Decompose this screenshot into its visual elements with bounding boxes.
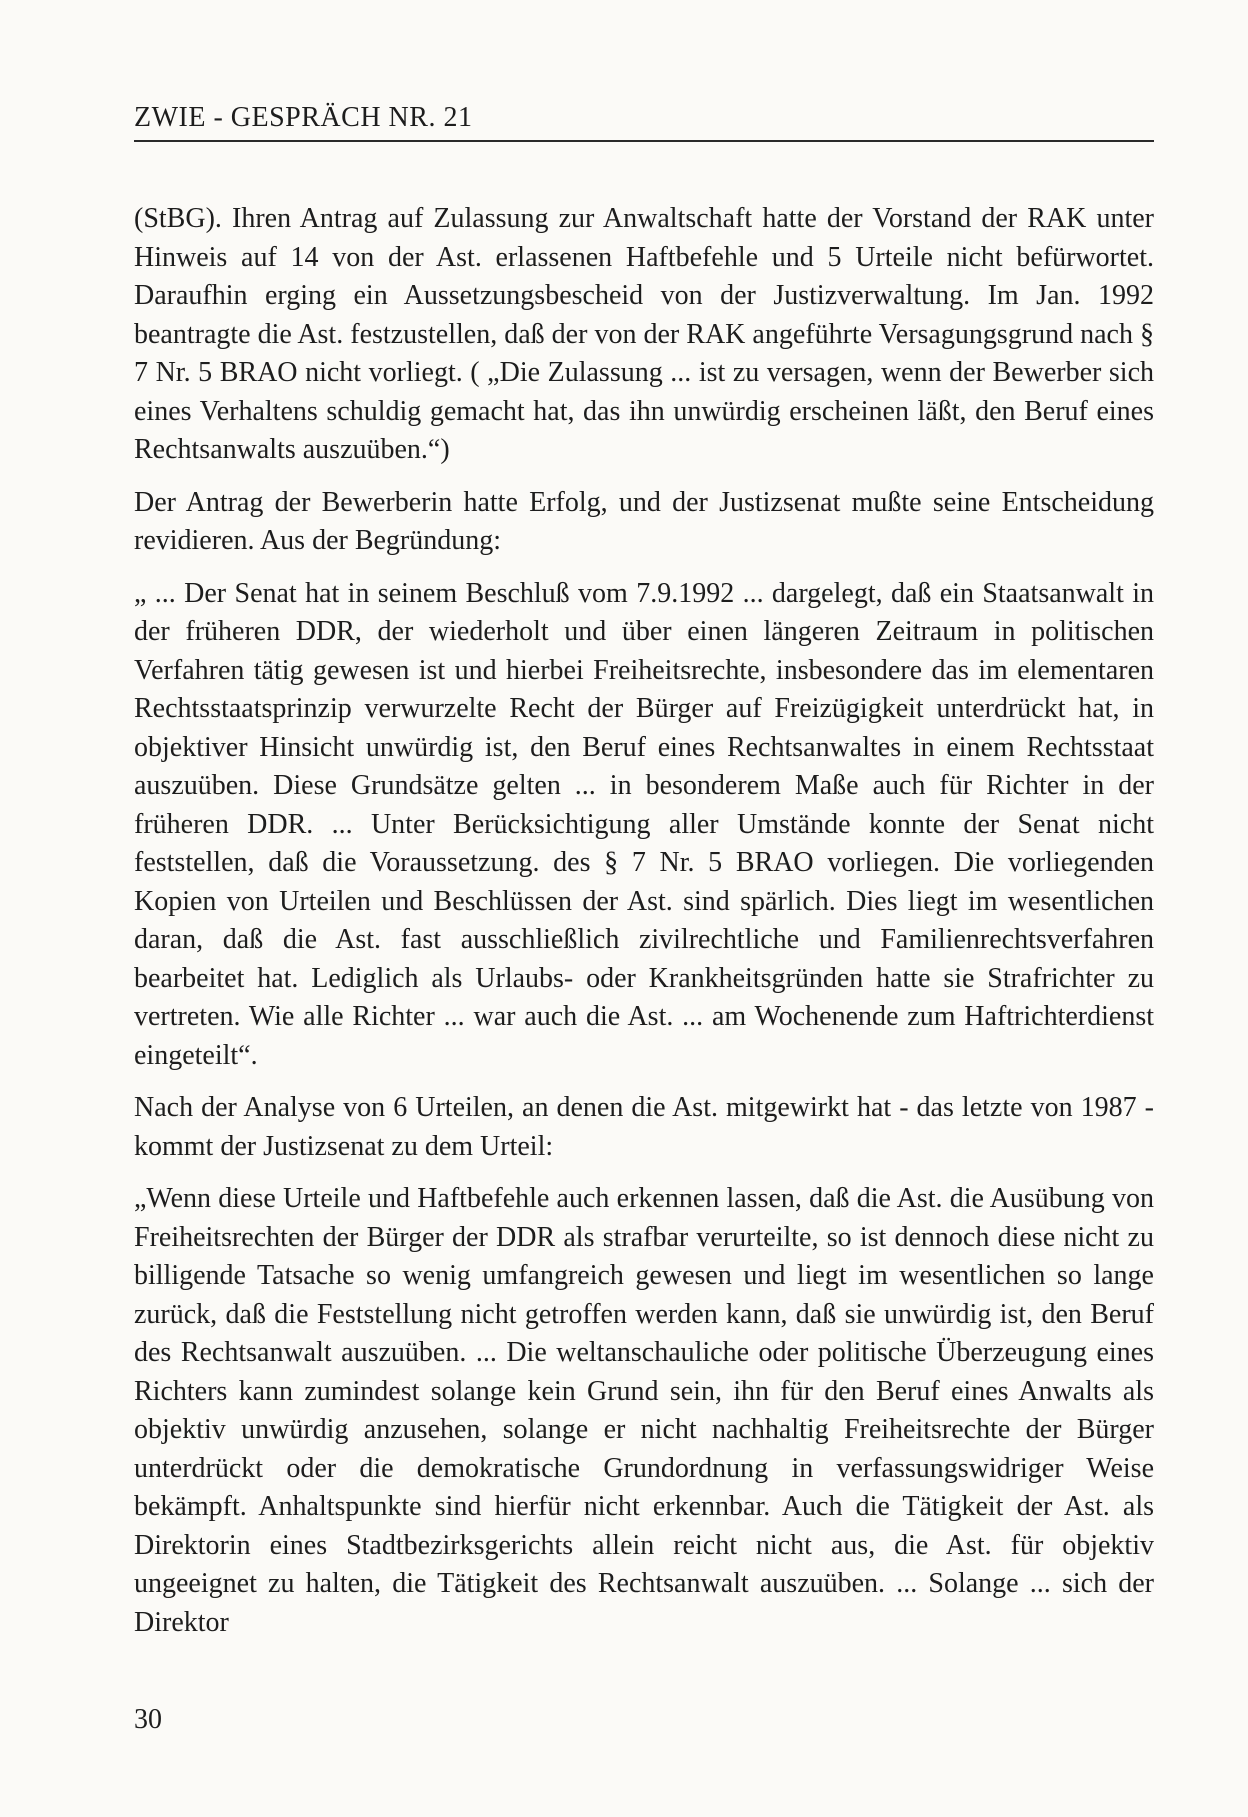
paragraph-antrag-erfolg: Der Antrag der Bewerberin hatte Erfolg, und der Justizsenat mußte seine Entscheidung revidieren. Aus der Begründung: — [134, 486, 1154, 556]
paragraph-quote-senat: „ ... Der Senat hat in seinem Beschluß vom 7.9.1992 ... dargelegt, daß ein Staatsanwalt in der früheren DDR, der wiederholt und über einen längeren Zeitraum in politischen Verfahren tätig gewesen ist und hierbei Freiheitsrechte, insbesondere das im elementaren Rechtsstaatsprinzip verwurzelte Recht der Bürger auf Freizügigkeit unterdrückt hat, in objektiver Hinsicht unwürdig ist, den Beruf eines Rechtsanwaltes in einem Rechtsstaat auszuüben. Diese Grundsätze gelten ... in besonderem Maße auch für Richter in der früheren DDR. ... Unter Berücksichtigung aller Umstände konnte der Senat nicht feststellen, daß die Voraussetzung. des § 7 Nr. 5 BRAO vorliegen. Die vorliegenden Kopien von Urteilen und Beschlüssen der Ast. sind spärlich. Dies liegt im wesentlichen daran, daß die Ast. fast ausschließlich zivilrechtliche und Familienrechtsverfahren bearbeitet hat. Lediglich als Urlaubs- oder Krankheitsgründen hatte sie Strafrichter zu vertreten. Wie alle Richter ... war auch die Ast. ... am Wochenende zum Haftrichterdienst eingeteilt“. — [134, 577, 1154, 1071]
page-body — [134, 200, 1154, 1656]
page-number: 30 — [134, 1704, 162, 1735]
paragraph-quote-urteil: „Wenn diese Urteile und Haftbefehle auch erkennen lassen, daß die Ast. die Ausübung von Freiheitsrechten der Bürger der DDR als strafbar verurteilte, so ist dennoch diese nicht zu billigende Tatsache so wenig umfangreich gewesen und liegt im wesentlichen so lange zurück, daß die Feststellung nicht getroffen werden kann, daß sie unwürdig ist, den Beruf des Rechtsanwalt auszuüben. ... Die weltanschauliche oder politische Überzeugung eines Richters kann zumindest solange kein Grund sein, ihn für den Beruf eines Anwalts als objektiv unwürdig anzusehen, solange er nicht nachhaltig Freiheitsrechte der Bürger unterdrückt oder die demokratische Grundordnung in verfassungswidriger Weise bekämpft. Anhaltspunkte sind hierfür nicht erkennbar. Auch die Tätigkeit der Ast. als Direktorin eines Stadtbezirksgerichts allein reicht nicht aus, die Ast. für objektiv ungeeignet zu halten, die Tätigkeit des Rechtsanwalt auszuüben. ... Solange ... sich der Direktor — [134, 1183, 1154, 1638]
page-header — [134, 100, 1154, 136]
header-rule — [134, 140, 1154, 142]
running-title: ZWIE - GESPRÄCH NR. 21 — [134, 102, 473, 133]
paragraph-analyse: Nach der Analyse von 6 Urteilen, an denen die Ast. mitgewirkt hat - das letzte von 1987 - kommt der Justizsenat zu dem Urteil: — [134, 1092, 1154, 1162]
paragraph-continuation: (StBG). Ihren Antrag auf Zulassung zur Anwaltschaft hatte der Vorstand der RAK unter Hinweis auf 14 von der Ast. erlassenen Haftbefehle und 5 Urteile nicht befürwortet. Daraufhin erging ein Aussetzungsbescheid von der Justizverwaltung. Im Jan. 1992 beantragte die Ast. festzustellen, daß der von der RAK angeführte Versagungsgrund nach § 7 Nr. 5 BRAO nicht vorliegt. ( „Die Zulassung ... ist zu versagen, wenn der Bewerber sich eines Verhaltens schuldig gemacht hat, das ihn unwürdig erscheinen läßt, den Beruf eines Rechtsanwalts auszuüben.“) — [134, 203, 1154, 465]
